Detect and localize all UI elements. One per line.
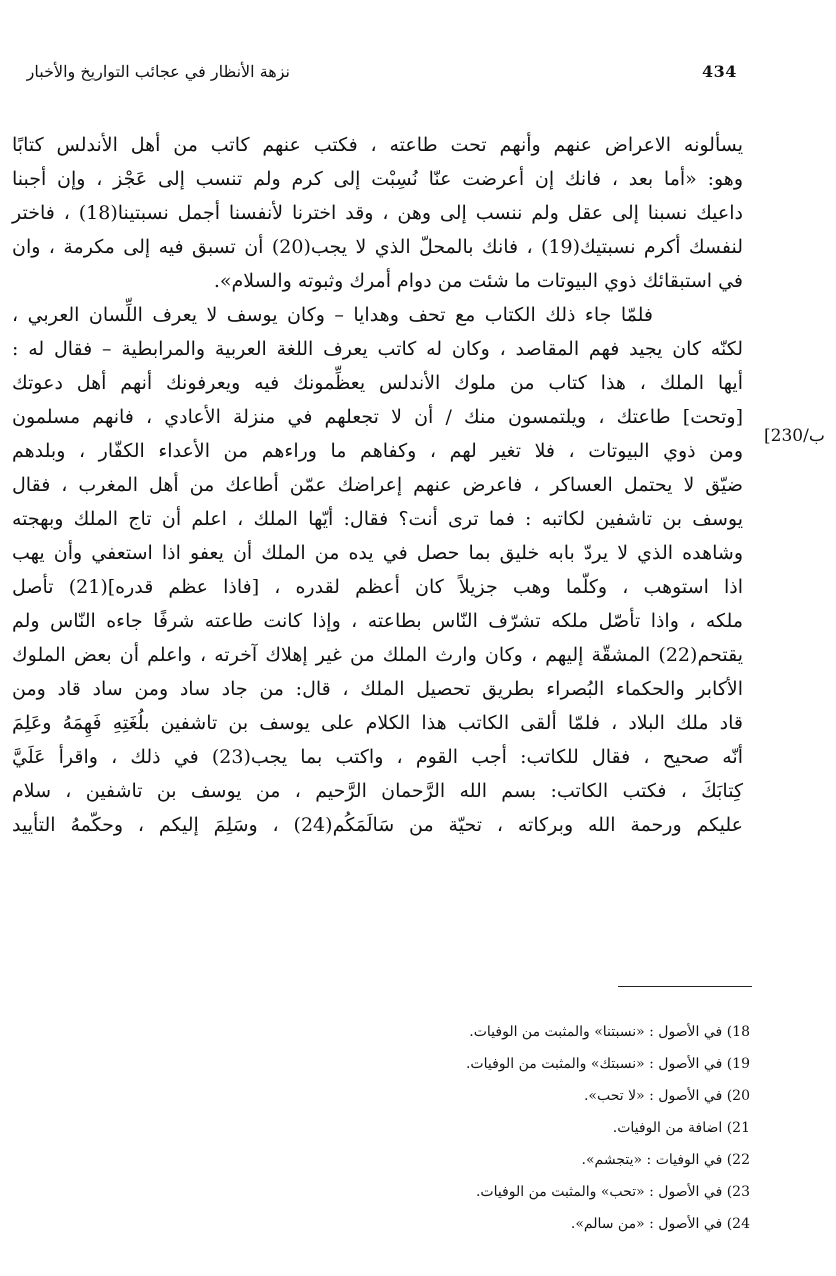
text-line: يسألونه الاعراض عنهم وأنهم تحت طاعته ، فكتب عنهم كاتب من أهل الأندلس كتابًا (12, 134, 743, 156)
text-line: ضيّق لا يحتمل العساكر ، فاعرض عنهم إعراضك عمّن أطاعك من أهل المغرب ، فقال (12, 474, 743, 496)
text-line: داعيك نسبنا إلى عقل ولم ننسب إلى وهن ، وقد اخترنا لأنفسنا أجمل نسبتينا(18) ، فاختر (12, 202, 743, 224)
footnote-24: 24) في الأصول : «من سالم». (570, 1216, 750, 1232)
text-line: الأكابر والحكماء البُصراء بطريق تحصيل الملك ، قال: من جاد ساد ومن ساد قاد ومن (12, 678, 743, 700)
body-text (12, 128, 743, 842)
text-line: قاد ملك البلاد ، فلمّا ألقى الكاتب هذا الكلام على يوسف بن تاشفين بلُغَتِهِ فَهِمَهُ وعَلِمَ (12, 712, 743, 734)
text-line: لنفسك أكرم نسبتيك(19) ، فانك بالمحلّ الذي لا يجب(20) أن تسبق فيه إلى مكرمة ، وان (12, 236, 743, 258)
text-line: فلمّا جاء ذلك الكتاب مع تحف وهدايا – وكان يوسف لا يعرف اللِّسان العربي ، (12, 304, 653, 326)
text-line: [وتحت] طاعتك ، ويلتمسون منك / أن لا تجعلهم في منزلة الأعادي ، فانهم مسلمون (12, 406, 743, 428)
text-line: اذا استوهب ، وكلّما وهب جزيلاً كان أعظم لقدره ، [فاذا عظم قدره](21) تأصل (12, 576, 743, 598)
footnote-23: 23) في الأصول : «تحب» والمثبت من الوفيات. (475, 1184, 750, 1200)
text-line: يوسف بن تاشفين لكاتبه : فما ترى أنت؟ فقال: أيّها الملك ، اعلم أن تاج الملك وبهجته (12, 508, 743, 530)
manuscript-folio-marker: [230/ب (764, 426, 825, 446)
text-line: ملكه ، واذا تأصّل ملكه تشرّف النّاس بطاعته ، وإذا كانت طاعته شرفًا جاءه النّاس ولم (12, 610, 743, 632)
text-line: عليكم ورحمة الله وبركاته ، تحيّة من سَالَمَكُم(24) ، وسَلِمَ إليكم ، وحكّمهُ التأييد (12, 814, 743, 836)
page-header (0, 50, 836, 90)
footnote-18: 18) في الأصول : «نسبتنا» والمثبت من الوفيات. (469, 1024, 750, 1040)
running-title: نزهة الأنظار في عجائب التواريخ والأخبار (26, 62, 290, 81)
text-line: ومن ذوي البيوتات ، فلا تغير لهم ، وكفاهم ما وراءهم من الأعداء الكفّار ، وبلدهم (12, 440, 743, 462)
text-line: كِتابَكَ ، فكتب الكاتب: بسم الله الرَّحمان الرَّحيم ، من يوسف بن تاشفين ، سلام (12, 780, 743, 802)
page-number: 434 (702, 62, 737, 81)
text-line: وهو: «أما بعد ، فانك إن أعرضت عنّا نُسِبْت إلى كرم ولم تنسب إلى عَجْز ، وإن أجبنا (12, 168, 743, 190)
footnote-22: 22) في الوفيات : «يتجشم». (581, 1152, 750, 1168)
footnote-separator (618, 986, 752, 987)
footnote-21: 21) اضافة من الوفيات. (612, 1120, 750, 1136)
text-line: في استبقائك ذوي البيوتات ما شئت من دوام أمرك وثبوته والسلام». (213, 270, 743, 292)
footnote-20: 20) في الأصول : «لا تحب». (583, 1088, 750, 1104)
text-line: أيها الملك ، هذا كتاب من ملوك الأندلس يعظِّمونك فيه ويعرفونك أنهم أهل دعوتك (12, 372, 743, 394)
footnotes (290, 1016, 750, 1240)
text-line: لكنّه كان يجيد فهم المقاصد ، وكان له كاتب يعرف اللغة العربية والمرابطية – فقال له : (12, 338, 743, 360)
text-line: وشاهده الذي لا يردّ بابه خليق بما حصل في يده من الملك أن يعفو اذا استعفي وأن يهب (12, 542, 743, 564)
text-line: أنّه صحيح ، فقال للكاتب: أجب القوم ، واكتب بما يجب(23) في ذلك ، واقرأ عَلَيَّ (12, 746, 743, 768)
text-line: يقتحم(22) المشقّة إليهم ، وكان وارث الملك من غير إهلاك آخرته ، واعلم أن بعض الملوك (12, 644, 743, 666)
footnote-19: 19) في الأصول : «نسبتك» والمثبت من الوفيات. (465, 1056, 750, 1072)
